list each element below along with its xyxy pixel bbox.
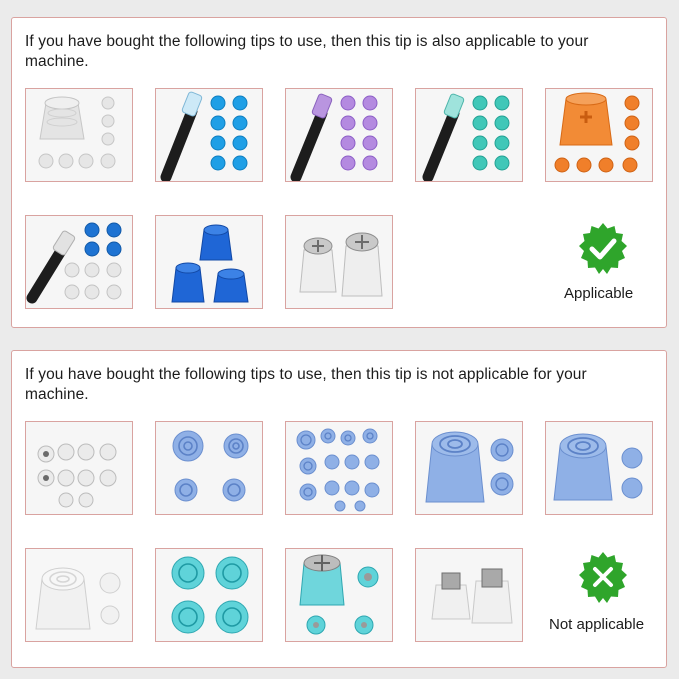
not-applicable-label: Not applicable xyxy=(549,616,645,633)
handpiece-blue-clear-tips-icon xyxy=(26,216,132,308)
tile-handpiece-blue-clear-tips xyxy=(25,215,133,309)
tile-handpiece-blue-tips xyxy=(155,88,263,182)
tile-aqua-spiral-tips xyxy=(155,548,263,642)
applicable-heading: If you have bought the following tips to use, then this tip is also applicable to your machine. xyxy=(25,33,589,70)
tile-clear-tips xyxy=(25,88,133,182)
orange-tips-set-icon xyxy=(546,89,652,181)
applicable-badge xyxy=(575,222,631,278)
handpiece-teal-tips-icon xyxy=(416,89,522,181)
tile-handpiece-purple-tips xyxy=(285,88,393,182)
tile-clear-metal-tips xyxy=(25,421,133,515)
light-blue-spiral-tips-icon xyxy=(156,422,262,514)
handpiece-blue-tips-icon xyxy=(156,89,262,181)
light-blue-spiral-tips-many-icon xyxy=(286,422,392,514)
tile-orange-tips xyxy=(545,88,653,182)
tile-aqua-metal-tips xyxy=(285,548,393,642)
not-applicable-badge xyxy=(575,551,631,607)
metal-head-tips-icon xyxy=(286,216,392,308)
tile-handpiece-teal-tips xyxy=(415,88,523,182)
aqua-metal-tips-icon xyxy=(286,549,392,641)
clear-metal-heads-icon xyxy=(416,549,522,641)
tile-light-blue-spiral-large xyxy=(415,421,523,515)
green-check-seal-icon xyxy=(575,222,631,278)
handpiece-purple-tips-icon xyxy=(286,89,392,181)
applicable-label: Applicable xyxy=(564,285,634,302)
tile-light-blue-spiral-tips-many xyxy=(285,421,393,515)
light-blue-spiral-large-icon xyxy=(416,422,522,514)
white-spiral-tips-icon xyxy=(26,549,132,641)
aqua-spiral-tips-icon xyxy=(156,549,262,641)
clear-metal-tips-set-icon xyxy=(26,422,132,514)
tile-light-blue-spiral-cap xyxy=(545,421,653,515)
royal-blue-tips-icon xyxy=(156,216,262,308)
applicable-panel xyxy=(11,17,667,328)
tile-light-blue-spiral-tips xyxy=(155,421,263,515)
light-blue-spiral-cap-icon xyxy=(546,422,652,514)
tile-clear-metal-heads xyxy=(415,548,523,642)
not-applicable-panel xyxy=(11,350,667,668)
not-applicable-heading: If you have bought the following tips to use, then this tip is not applicable for your machine. xyxy=(25,366,587,403)
tile-royal-blue-tips xyxy=(155,215,263,309)
tile-white-spiral-tips xyxy=(25,548,133,642)
clear-tips-set-icon xyxy=(26,89,132,181)
green-cross-seal-icon xyxy=(575,551,631,607)
tile-metal-head-tips xyxy=(285,215,393,309)
